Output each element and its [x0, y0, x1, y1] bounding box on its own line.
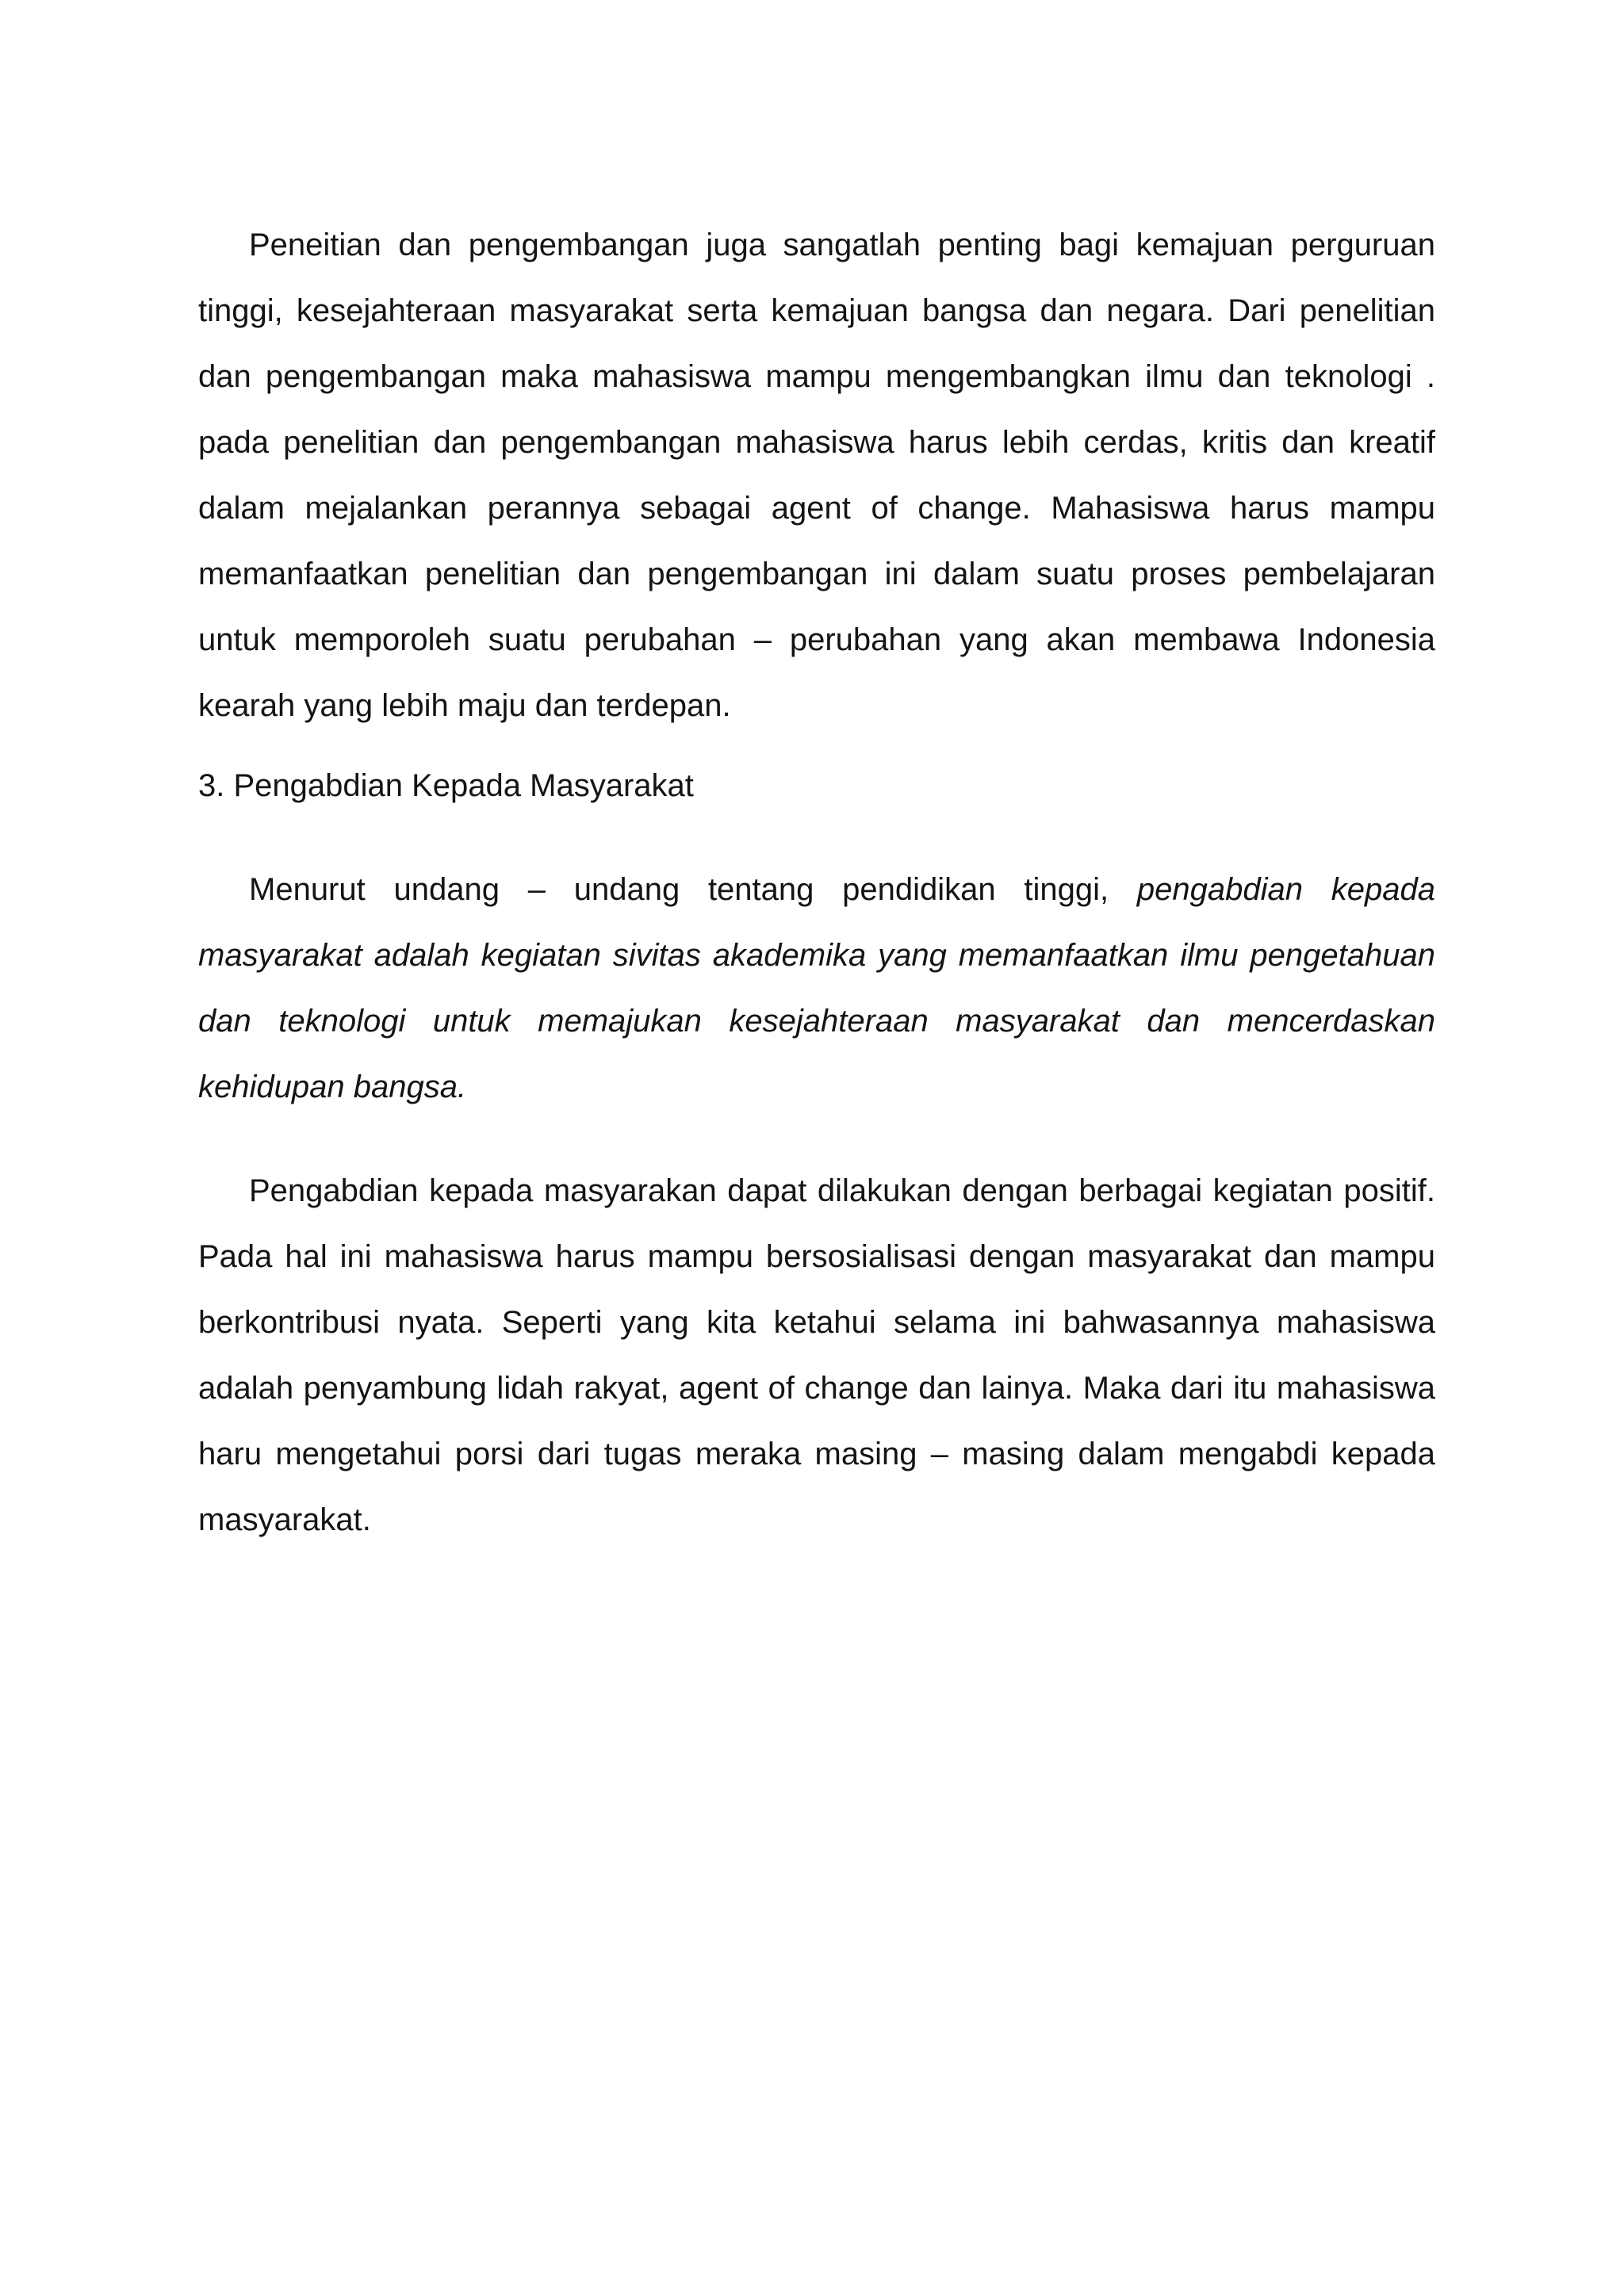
paragraph-research-development: Peneitian dan pengembangan juga sangatlah penting bagi kemajuan perguruan tinggi, kesejahteraan masyarakat serta kemajuan bangsa dan negara. Dari penelitian dan pengembangan maka mahasiswa mampu mengembangkan ilmu dan teknologi . pada penelitian dan pengembangan mahasiswa harus lebih cerdas, kritis dan kreatif dalam mejalankan perannya sebagai agent of change. Mahasiswa harus mampu memanfaatkan penelitian dan pengembangan ini dalam suatu proses pembelajaran untuk memporoleh suatu perubahan – perubahan yang akan membawa Indonesia kearah yang lebih maju dan terdepan.: [198, 228, 1435, 723]
paragraph-definition-intro: Menurut undang – undang tentang pendidikan tinggi,: [249, 872, 1109, 907]
paragraph-definition-quote: pengabdian kepada masyarakat adalah kegiatan sivitas akademika yang memanfaatkan ilmu pengetahuan dan teknologi untuk memajukan kesejahteraan masyarakat dan mencerdaskan kehidupan bangsa.: [198, 872, 1435, 1104]
document-body: [198, 212, 1435, 1553]
paragraph-community-service: Pengabdian kepada masyarakan dapat dilakukan dengan berbagai kegiatan positif. Pada hal ini mahasiswa harus mampu bersosialisasi dengan masyarakat dan mampu berkontribusi nyata. Seperti yang kita ketahui selama ini bahwasannya mahasiswa adalah penyambung lidah rakyat, agent of change dan lainya. Maka dari itu mahasiswa haru mengetahui porsi dari tugas meraka masing – masing dalam mengabdi kepada masyarakat.: [198, 1173, 1435, 1537]
section-heading: 3. Pengabdian Kepada Masyarakat: [198, 768, 694, 803]
paragraph-definition: [198, 857, 1435, 1120]
